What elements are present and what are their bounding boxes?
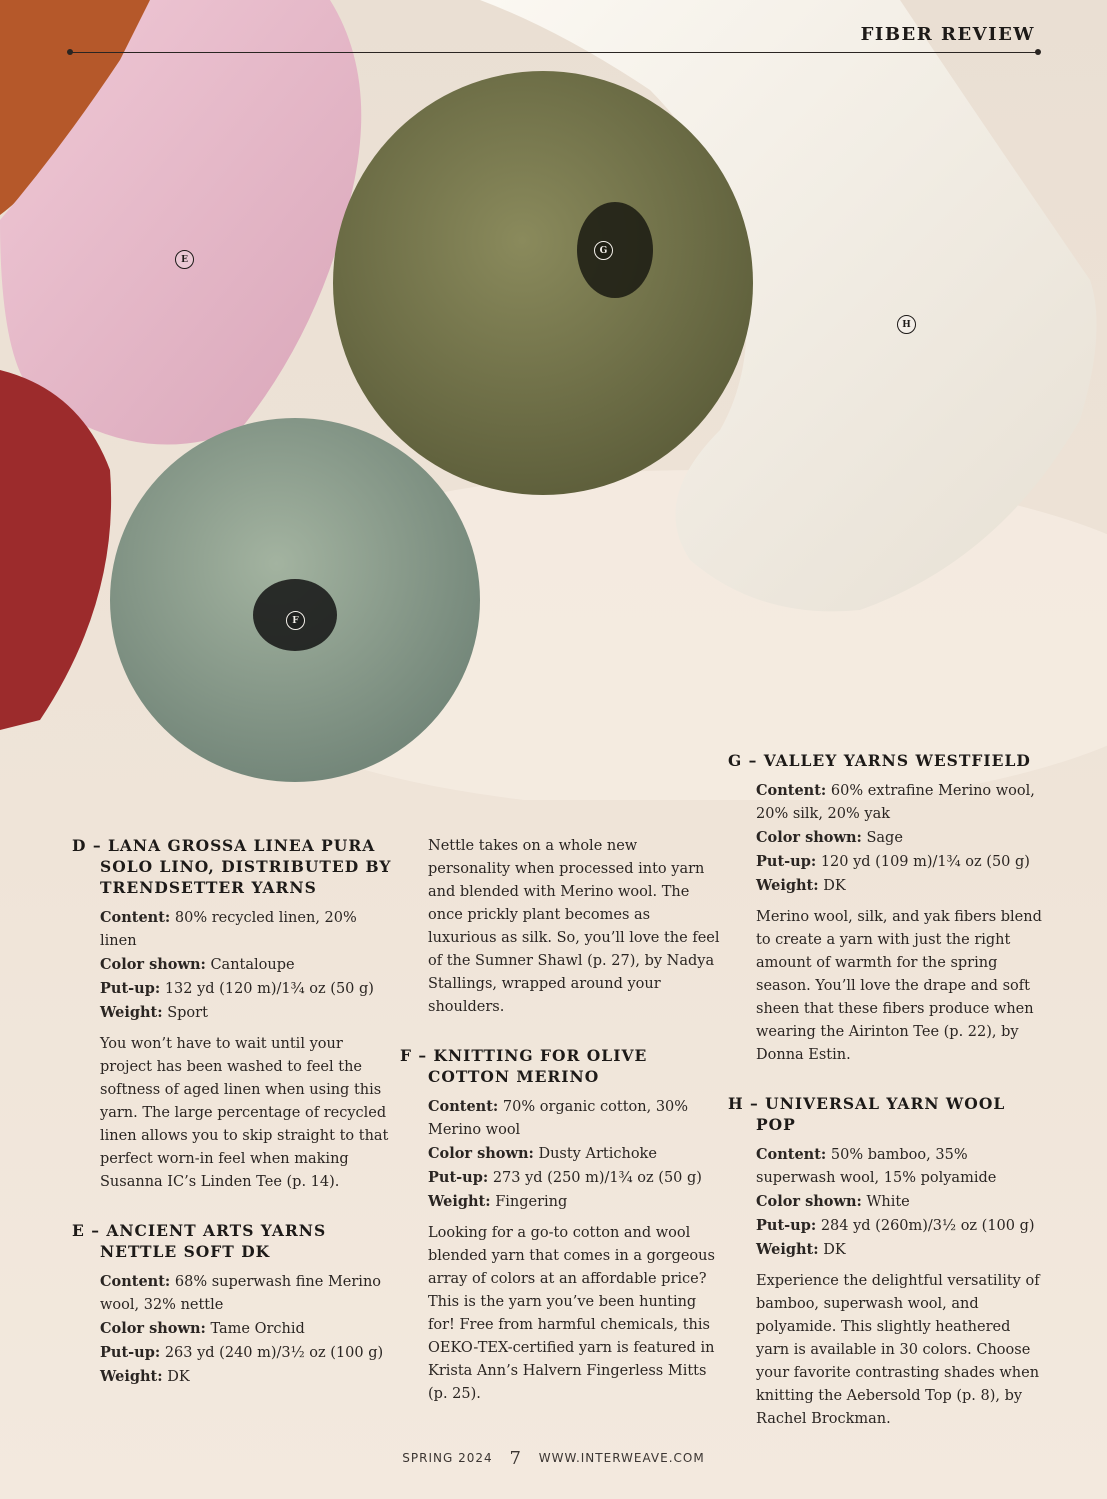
spec-label: Content: (100, 1273, 171, 1290)
spec-label: Weight: (756, 877, 819, 894)
rule-dot-left (67, 49, 73, 55)
spec-weight: DK (823, 1242, 846, 1258)
spec-label: Color shown: (100, 1320, 206, 1337)
photo-marker-e: E (175, 250, 194, 269)
entry-title: H – UNIVERSAL YARN WOOL POP (728, 1094, 1006, 1134)
spec-label: Color shown: (756, 1193, 862, 1210)
entry-title: E – ANCIENT ARTS YARNS NETTLE SOFT DK (72, 1221, 327, 1261)
entry-specs (728, 1143, 1048, 1262)
page-footer (0, 1448, 1107, 1469)
entry-g (728, 750, 1048, 1067)
spec-label: Color shown: (100, 956, 206, 973)
spec-content: 60% extrafine Merino wool, 20% silk, 20% yak (756, 783, 1035, 822)
spec-label: Weight: (100, 1368, 163, 1385)
header-rule (70, 52, 1038, 53)
entry-description: Looking for a go-to cotton and wool blended yarn that comes in a gorgeous array of colors at an affordable price? This is the yarn you’ve been hunting for! Free from harmful chemicals, this OEKO-TEX-certified yarn is featured in Krista Ann’s Halvern Fingerless Mitts (p. 25). (428, 1225, 715, 1402)
spec-color: Dusty Artichoke (538, 1146, 657, 1162)
entry-title: G – VALLEY YARNS WESTFIELD (728, 751, 1031, 770)
spec-color: Tame Orchid (210, 1321, 305, 1337)
spec-color: Cantaloupe (210, 957, 295, 973)
entry-d (72, 835, 392, 1194)
spec-label: Content: (756, 1146, 827, 1163)
page-number: 7 (509, 1448, 522, 1469)
entry-description: Merino wool, silk, and yak fibers blend to create a yarn with just the right amount of warmth for the spring season. You’ll love the drape and soft sheen that these fibers produce when wearing the Airinton Tee (p. 22), by Donna Estin. (756, 909, 1042, 1063)
footer-issue: SPRING 2024 (402, 1451, 493, 1465)
entry-specs (728, 779, 1048, 898)
section-title: FIBER REVIEW (860, 24, 1035, 45)
spec-putup: 263 yd (240 m)/3½ oz (100 g) (164, 1345, 384, 1361)
spec-label: Content: (428, 1098, 499, 1115)
olive-ball (333, 71, 753, 495)
entry-title: F – KNITTING FOR OLIVE COTTON MERINO (400, 1046, 648, 1086)
spec-putup: 273 yd (250 m)/1¾ oz (50 g) (492, 1170, 702, 1186)
spec-color: White (866, 1194, 910, 1210)
photo-marker-h: H (897, 315, 916, 334)
spec-label: Weight: (100, 1004, 163, 1021)
entry-f (400, 1045, 720, 1406)
rule-dot-right (1035, 49, 1041, 55)
spec-content: 70% organic cotton, 30% Merino wool (428, 1099, 689, 1138)
spec-label: Content: (756, 782, 827, 799)
entry-description: Experience the delightful versatility of bamboo, superwash wool, and polyamide. This slightly heathered yarn is available in 30 colors. Choose your favorite contrasting shades when knitting the Aebersold Top (p. 8), by Rachel Brockman. (756, 1273, 1040, 1427)
spec-weight: DK (167, 1369, 190, 1385)
spec-label: Put-up: (428, 1169, 489, 1186)
entry-specs (72, 906, 392, 1025)
column-right (728, 750, 1048, 1457)
entry-e-description (400, 835, 720, 1019)
spec-label: Put-up: (100, 1344, 161, 1361)
spec-content: 50% bamboo, 35% superwash wool, 15% polyamide (756, 1147, 997, 1186)
spec-label: Color shown: (428, 1145, 534, 1162)
spec-label: Content: (100, 909, 171, 926)
entry-description: Nettle takes on a whole new personality when processed into yarn and blended with Merino wool. The once prickly plant becomes as luxurious as silk. So, you’ll love the feel of the Sumner Shawl (p. 27), by Nadya Stallings, wrapped around your shoulders. (428, 838, 720, 1015)
column-left (72, 835, 392, 1415)
spec-putup: 284 yd (260m)/3½ oz (100 g) (820, 1218, 1035, 1234)
spec-label: Weight: (756, 1241, 819, 1258)
photo-marker-f: F (286, 611, 305, 630)
entry-specs (400, 1095, 720, 1214)
spec-color: Sage (866, 830, 903, 846)
entry-e (72, 1220, 392, 1389)
photo-marker-g: G (594, 241, 613, 260)
column-middle (400, 835, 720, 1432)
entry-h (728, 1093, 1048, 1431)
spec-putup: 132 yd (120 m)/1¾ oz (50 g) (164, 981, 374, 997)
spec-label: Put-up: (756, 1217, 817, 1234)
spec-content: 80% recycled linen, 20% linen (100, 910, 357, 949)
spec-weight: DK (823, 878, 846, 894)
spec-label: Put-up: (100, 980, 161, 997)
spec-weight: Sport (167, 1005, 208, 1021)
spec-weight: Fingering (495, 1194, 568, 1210)
spec-label: Weight: (428, 1193, 491, 1210)
spec-label: Color shown: (756, 829, 862, 846)
entry-description: You won’t have to wait until your project has been washed to feel the softness of aged linen when using this yarn. The large percentage of recycled linen allows you to skip straight to that perfect worn-in feel when making Susanna IC’s Linden Tee (p. 14). (100, 1036, 389, 1190)
spec-putup: 120 yd (109 m)/1¾ oz (50 g) (820, 854, 1030, 870)
entry-specs (72, 1270, 392, 1389)
entry-title: D – LANA GROSSA LINEA PURA SOLO LINO, DISTRIBUTED BY TRENDSETTER YARNS (72, 836, 392, 897)
footer-website[interactable]: WWW.INTERWEAVE.COM (538, 1451, 705, 1465)
spec-content: 68% superwash fine Merino wool, 32% nettle (100, 1274, 382, 1313)
spec-label: Put-up: (756, 853, 817, 870)
